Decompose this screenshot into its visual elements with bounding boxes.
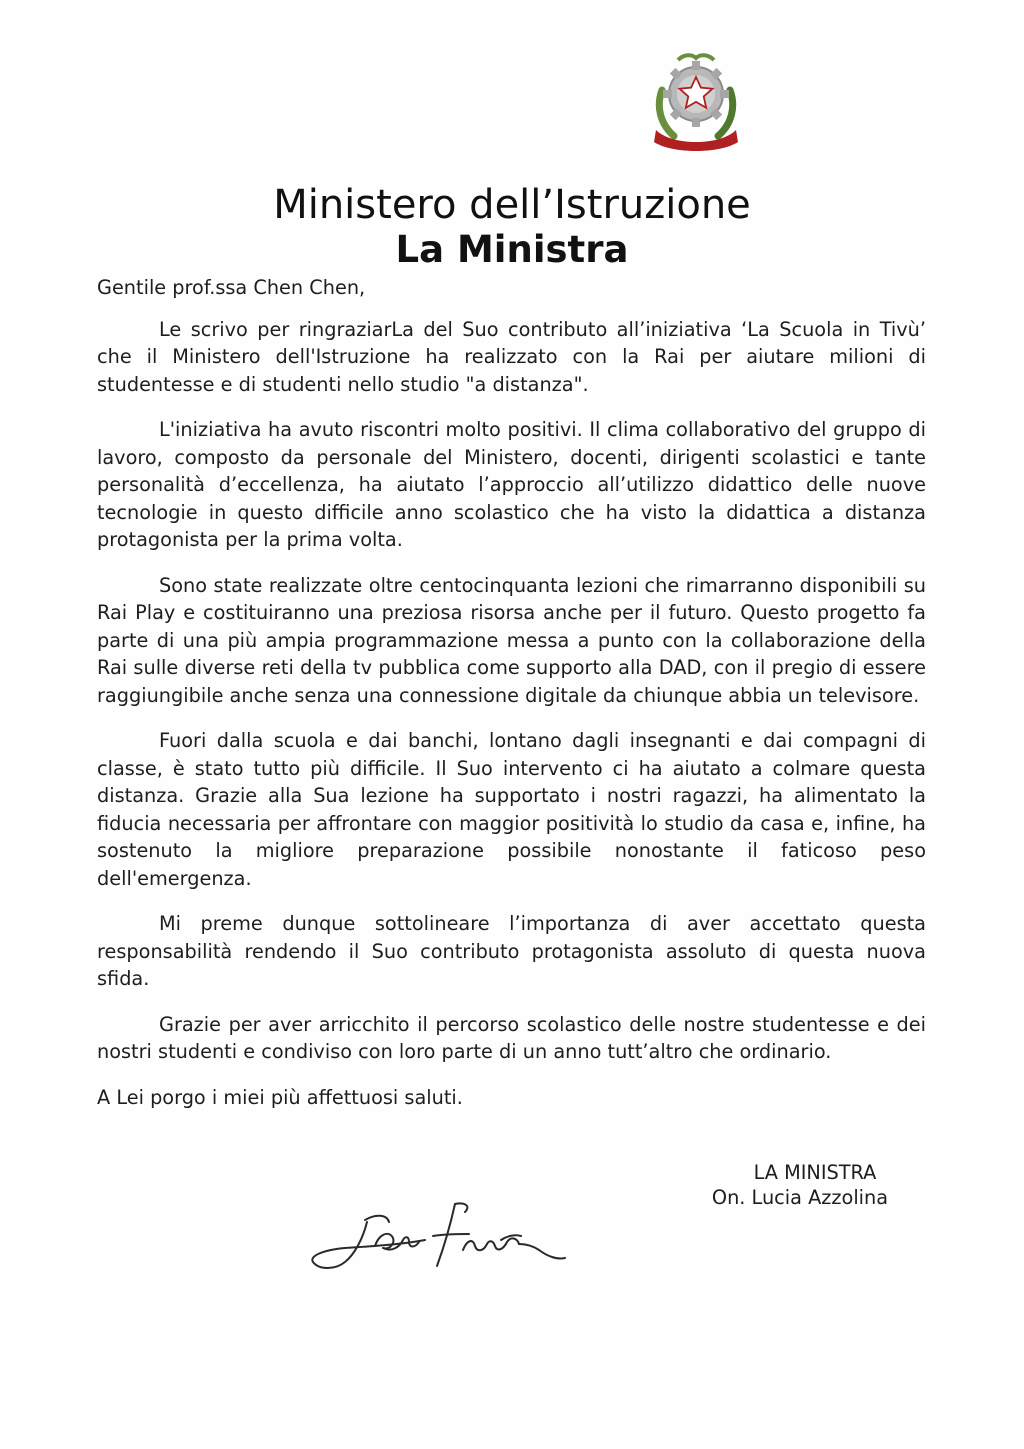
paragraph: Fuori dalla scuola e dai banchi, lontano dagli insegnanti e dai compagni di classe, è stato tutto più difficile. Il Suo intervento ci ha aiutato a colmare questa distanza. Grazie alla Sua lezione ha supportato i nostri ragazzi, ha alimentato la fiducia necessaria per affrontare con maggior positività lo studio da casa e, infine, ha sostenuto la migliore preparazione possibile nonostante il faticoso peso dell'emergenza.	[97, 729, 926, 890]
repubblica-italiana-emblem-icon	[648, 50, 744, 154]
signature-title: LA MINISTRA	[753, 1161, 877, 1184]
minister-title: La Ministra	[395, 228, 629, 271]
paragraph: Mi preme dunque sottolineare l’importanza di aver accettato questa responsabilità rendendo il Suo contributo protagonista assoluto di questa nuova sfida.	[97, 912, 926, 990]
paragraph: Le scrivo per ringraziarLa del Suo contributo all’iniziativa ‘La Scuola in Tivù’ che il Ministero dell'Istruzione ha realizzato con la Rai per aiutare milioni di studentesse e di studenti nello studio "a distanza".	[97, 317, 926, 396]
signature-block	[690, 1160, 950, 1210]
closing: A Lei porgo i miei più affettuosi saluti.	[97, 1085, 463, 1109]
paragraph: Grazie per aver arricchito il percorso scolastico delle nostre studentesse e dei nostri studenti e condiviso con loro parte di un anno tutt’altro che ordinario.	[97, 1012, 926, 1063]
paragraph: Sono state realizzate oltre centocinquanta lezioni che rimarranno disponibili su Rai Play e costituiranno una preziosa risorsa anche per il futuro. Questo progetto fa parte di una più ampia programmazione messa a punto con la collaborazione della Rai sulle diverse reti della tv pubblica come supporto alla DAD, con il pregio di essere raggiungibile anche senza una connessione digitale da chiunque abbia un televisore.	[97, 573, 926, 707]
letter-body	[97, 274, 926, 1111]
ministry-title: Ministero dell’Istruzione	[273, 182, 751, 228]
greeting: Gentile prof.ssa Chen Chen,	[97, 276, 366, 299]
signature-name: On. Lucia Azzolina	[711, 1186, 889, 1209]
paragraph: L'iniziativa ha avuto riscontri molto positivi. Il clima collaborativo del gruppo di lavoro, composto da personale del Ministero, docenti, dirigenti scolastici e tante personalità d’eccellenza, ha aiutato l’approccio all’utilizzo didattico delle nuove tecnologie in questo difficile anno scolastico che ha visto la didattica a distanza protagonista per la prima volta.	[97, 418, 926, 551]
letterhead	[0, 182, 1024, 272]
handwritten-signature	[305, 1200, 570, 1280]
